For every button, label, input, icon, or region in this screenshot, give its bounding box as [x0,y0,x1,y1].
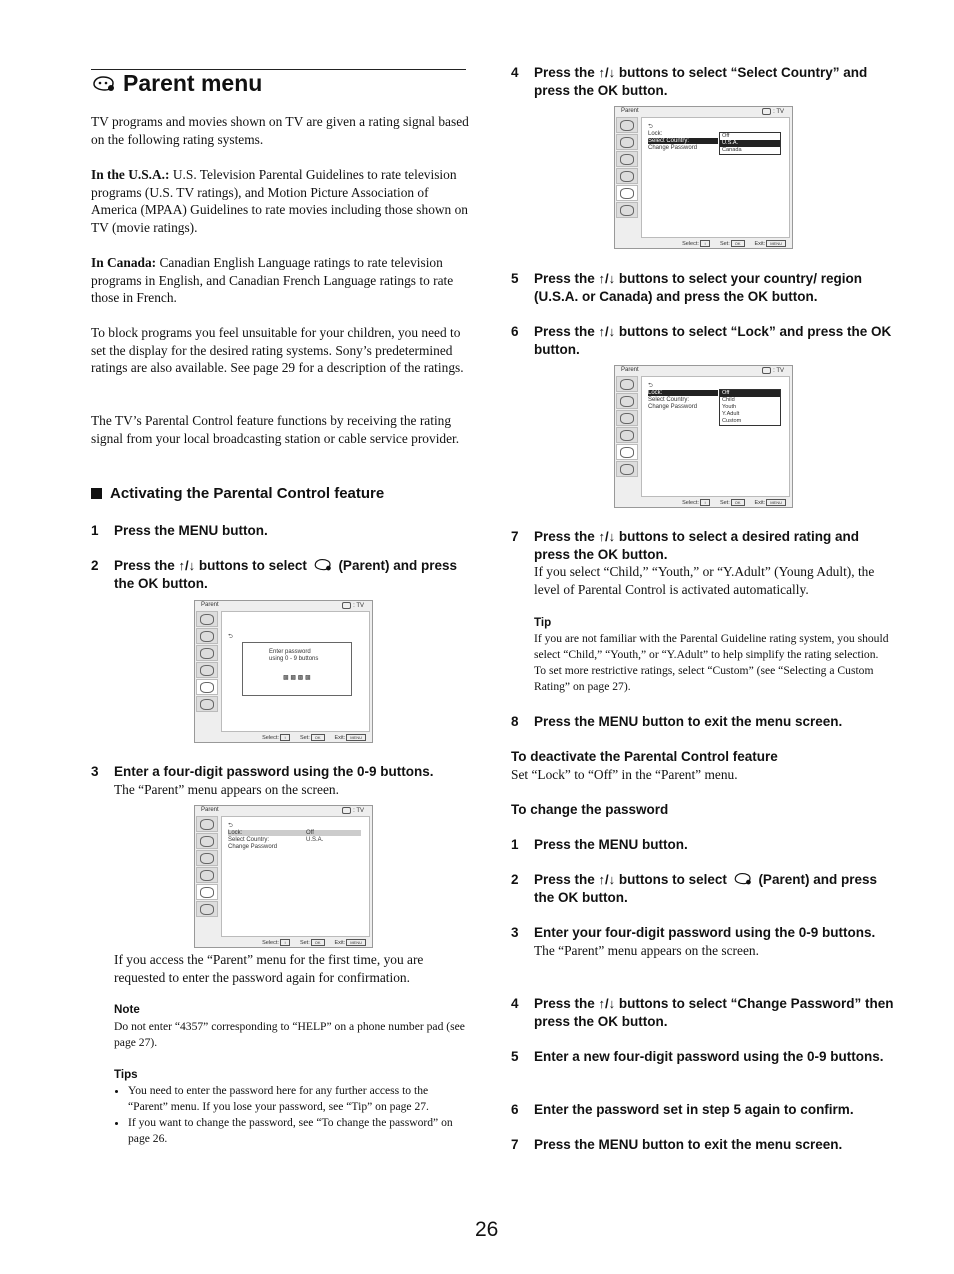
dropdown-option: Custom [722,418,742,424]
deactivate-text: Set “Lock” to “Off” in the “Parent” menu. [511,767,738,782]
page-title [91,70,262,97]
return-icon: ⮌ [228,823,233,829]
step-text: Press the [534,529,599,544]
step-text: Press the MENU button. [534,837,688,852]
cp-step-2 [511,871,894,906]
menu-icon-column [196,611,219,741]
step-subtext: The “Parent” menu appears on the screen. [114,781,339,797]
step-text: (Parent) and press the OK button. [114,558,457,591]
usa-label: In the U.S.A.: [91,167,170,182]
tip-item: • If you want to change the password, see “To change the password” on page 26. [128,1115,466,1147]
step-text: Press the [114,558,179,573]
step-number: 1 [511,837,519,852]
step-text: Press the [534,872,599,887]
act-step-2 [91,557,469,592]
sound-menu-icon [196,833,218,849]
lock-dropdown [719,389,781,426]
dropdown-option-selected: Off [720,390,780,397]
activating-heading-text: Activating the Parental Control feature [110,485,385,502]
step-number: 2 [91,558,99,573]
act-step-6 [511,323,894,358]
country-dropdown [719,132,781,155]
step-text: buttons to select “Change Password” then press the OK button. [534,996,894,1029]
menu-icon-column [196,816,219,946]
footer-select: Select: ↕ [682,499,710,506]
screen-footer [221,937,370,947]
step-text: Press the [534,996,599,1011]
timer-menu-icon [196,867,218,883]
canada-label: In Canada: [91,255,157,270]
tip-text: If you are not familiar with the Parental Guideline rating system, you should select “Child,” “Youth,” or “Y.Adult” to help simplify the rating selection. To set more restrictive ratings, select “Custom” (see “Selecting a Custom Rating” on page 27). [534,632,889,693]
sound-menu-icon [196,628,218,644]
dropdown-option: Off [722,133,730,139]
menu-row-change-password: Change Password [228,844,278,850]
step-text: Press the MENU button to exit the menu screen. [534,1137,843,1152]
tv-label: : TV [353,602,364,609]
deactivate-heading: To deactivate the Parental Control feature [511,749,778,764]
picture-menu-icon [196,816,218,832]
cp-step-4 [511,995,894,1030]
return-icon: ⮌ [648,124,653,130]
parent-menu-icon [616,185,638,201]
tv-label: : TV [773,108,784,115]
step-number: 6 [511,1102,519,1117]
menu-row-country: Select Country: U.S.A. [228,837,324,843]
dropdown-option: Canada [722,147,742,153]
updown-arrows-icon: ↑/↓ [598,324,616,339]
picture-menu-icon [616,117,638,133]
menu-row-country: Select Country: [648,397,690,403]
menu-row-change-password: Change Password [648,145,698,151]
menu-icon-column [616,117,639,247]
footer-exit: Exit: MENU [335,939,366,946]
change-password-heading: To change the password [511,802,669,817]
screen-header-label: Parent [621,108,639,114]
step-text: Enter the password set in step 5 again to confirm. [534,1102,854,1117]
setup-menu-icon [196,696,218,712]
tv-indicator [342,807,364,814]
step-text: Press the MENU button to exit the menu screen. [534,714,843,729]
screen-enter-password [194,600,373,743]
channel-menu-icon [616,151,638,167]
first-time-text: If you access the “Parent” menu for the first time, you are requested to enter the password again for confirmation. [114,952,424,985]
parent-icon [731,872,755,886]
tips-list [114,1083,466,1147]
act-step-5 [511,270,894,305]
square-bullet-icon [91,488,102,499]
menu-panel [641,117,790,238]
step-text: buttons to select a desired rating and press the OK button. [534,529,859,562]
tv-label: : TV [773,367,784,374]
tip-title: Tip [534,616,552,629]
timer-menu-icon [616,427,638,443]
activating-heading [91,485,384,502]
screen-footer [641,497,790,507]
tip-item: • You need to enter the password here for any further access to the “Parent” menu. If you lose your password, see “Tip” on page 27. [128,1083,466,1115]
cp-step-5 [511,1048,894,1066]
tv-indicator [762,108,784,115]
step-subtext: If you select “Child,” “Youth,” or “Y.Adult” (Young Adult), the level of Parental Control is activated automatically. [534,564,875,597]
menu-row-lock: Lock: [648,131,663,137]
act-step-7 [511,528,894,598]
password-dots: ▩ ▩ ▩ ▩ [283,675,311,681]
tips-title: Tips [114,1068,138,1081]
step-text: buttons to select “Select Country” and press the OK button. [534,65,868,98]
step-number: 7 [511,529,519,544]
step-number: 6 [511,324,519,339]
footer-set: Set: OK [720,499,745,506]
step-text: (Parent) and press the OK button. [534,872,877,905]
footer-exit: Exit: MENU [755,499,786,506]
parent-icon [91,75,117,93]
timer-menu-icon [616,168,638,184]
step-number: 1 [91,523,99,538]
step-number: 8 [511,714,519,729]
intro-usa [91,166,469,236]
picture-menu-icon [616,376,638,392]
dropdown-option-selected: U.S.A. [720,140,780,147]
footer-exit: Exit: MENU [755,240,786,247]
screen-header-label: Parent [201,807,219,813]
step-text: Enter your four-digit password using the 0-9 buttons. [534,925,876,940]
intro-p4: To block programs you feel unsuitable for your children, you need to set the display for the desired rating systems. Sony’s predetermined ratings are also available. See page 29 for a description of the ratings. [91,325,464,376]
updown-arrows-icon: ↑/↓ [598,271,616,286]
updown-arrows-icon: ↑/↓ [598,872,616,887]
step-text: buttons to select [615,872,731,887]
intro-p5: The TV’s Parental Control feature functions by receiving the rating signal from your local broadcasting station or cable service provider. [91,413,460,446]
sound-menu-icon [616,134,638,150]
footer-select: Select: ↕ [262,939,290,946]
screen-select-country [614,106,793,249]
step-text: Enter a four-digit password using the 0-9 buttons. [114,764,434,779]
updown-arrows-icon: ↑/↓ [178,558,196,573]
tv-label: : TV [353,807,364,814]
screen-lock [614,365,793,508]
tv-icon [342,807,351,814]
step-subtext: The “Parent” menu appears on the screen. [534,942,759,958]
note-title: Note [114,1003,140,1016]
enter-password-line1: Enter password [269,649,311,655]
parent-menu-icon [196,679,218,695]
menu-row-change-password: Change Password [648,404,698,410]
step-number: 7 [511,1137,519,1152]
setup-menu-icon [196,901,218,917]
dropdown-option: Child [722,397,735,403]
sound-menu-icon [616,393,638,409]
page-number: 26 [475,1218,499,1241]
screen-footer [221,732,370,742]
return-icon: ⮌ [648,383,653,389]
usa-text: U.S. Television Parental Guidelines to rate television programs (U.S. TV ratings), and Motion Picture Association of America (MPAA) Guidelines to rate movies including those shown on TV (movie ratings). [91,167,468,235]
return-icon: ⮌ [228,634,233,640]
footer-set: Set: OK [720,240,745,247]
tv-indicator [342,602,364,609]
step-number: 3 [91,764,99,779]
step-text: Press the [534,271,599,286]
updown-arrows-icon: ↑/↓ [598,996,616,1011]
parent-menu-icon [616,444,638,460]
dropdown-option: Youth [722,404,737,410]
step-number: 4 [511,996,519,1011]
menu-row-lock: Lock: [648,390,718,396]
step-number: 2 [511,872,519,887]
footer-exit: Exit: MENU [335,734,366,741]
step-text: Enter a new four-digit password using the 0-9 buttons. [534,1049,884,1064]
note-text: Do not enter “4357” corresponding to “HELP” on a phone number pad (see page 27). [114,1020,465,1049]
step-text: Press the [534,65,599,80]
step-text: Press the MENU button. [114,523,268,538]
tv-icon [762,367,771,374]
channel-menu-icon [196,645,218,661]
password-dialog [242,642,352,696]
page-title-text: Parent menu [123,70,263,96]
step-number: 3 [511,925,519,940]
tv-icon [342,602,351,609]
menu-row-lock: Lock: Off [228,830,361,836]
channel-menu-icon [196,850,218,866]
step-number: 5 [511,1049,519,1064]
step-text: buttons to select your country/ region (U.S.A. or Canada) and press the OK button. [534,271,862,304]
cp-step-6 [511,1101,894,1119]
intro-p1: TV programs and movies shown on TV are given a rating signal based on the following rating systems. [91,114,469,147]
setup-menu-icon [616,202,638,218]
footer-set: Set: OK [300,734,325,741]
footer-select: Select: ↕ [262,734,290,741]
dropdown-option: Y.Adult [722,411,740,417]
act-step-8 [511,713,894,731]
step-number: 4 [511,65,519,80]
screen-footer [641,238,790,248]
setup-menu-icon [616,461,638,477]
picture-menu-icon [196,611,218,627]
tv-icon [762,108,771,115]
parent-icon [311,558,335,572]
menu-panel [221,611,370,732]
timer-menu-icon [196,662,218,678]
menu-panel [221,816,370,937]
step-text: buttons to select “Lock” and press the OK button. [534,324,892,357]
menu-row-country: Select Country: [648,138,718,144]
channel-menu-icon [616,410,638,426]
menu-icon-column [616,376,639,506]
step-text: buttons to select [195,558,311,573]
footer-select: Select: ↕ [682,240,710,247]
act-step-1 [91,522,464,540]
screen-header-label: Parent [201,602,219,608]
act-step-4 [511,64,894,99]
cp-step-7 [511,1136,894,1154]
cp-step-1 [511,836,894,854]
canada-text: Canadian English Language ratings to rate television programs in English, and Canadian French Language ratings to rate those in French. [91,255,454,306]
step-text: Press the [534,324,599,339]
tv-indicator [762,367,784,374]
updown-arrows-icon: ↑/↓ [598,529,616,544]
parent-menu-icon [196,884,218,900]
updown-arrows-icon: ↑/↓ [598,65,616,80]
menu-panel [641,376,790,497]
cp-step-3 [511,924,894,959]
intro-canada [91,254,469,307]
step-number: 5 [511,271,519,286]
screen-parent-menu [194,805,373,948]
enter-password-line2: using 0 - 9 buttons [269,656,319,662]
footer-set: Set: OK [300,939,325,946]
screen-header-label: Parent [621,367,639,373]
act-step-3 [91,763,469,798]
